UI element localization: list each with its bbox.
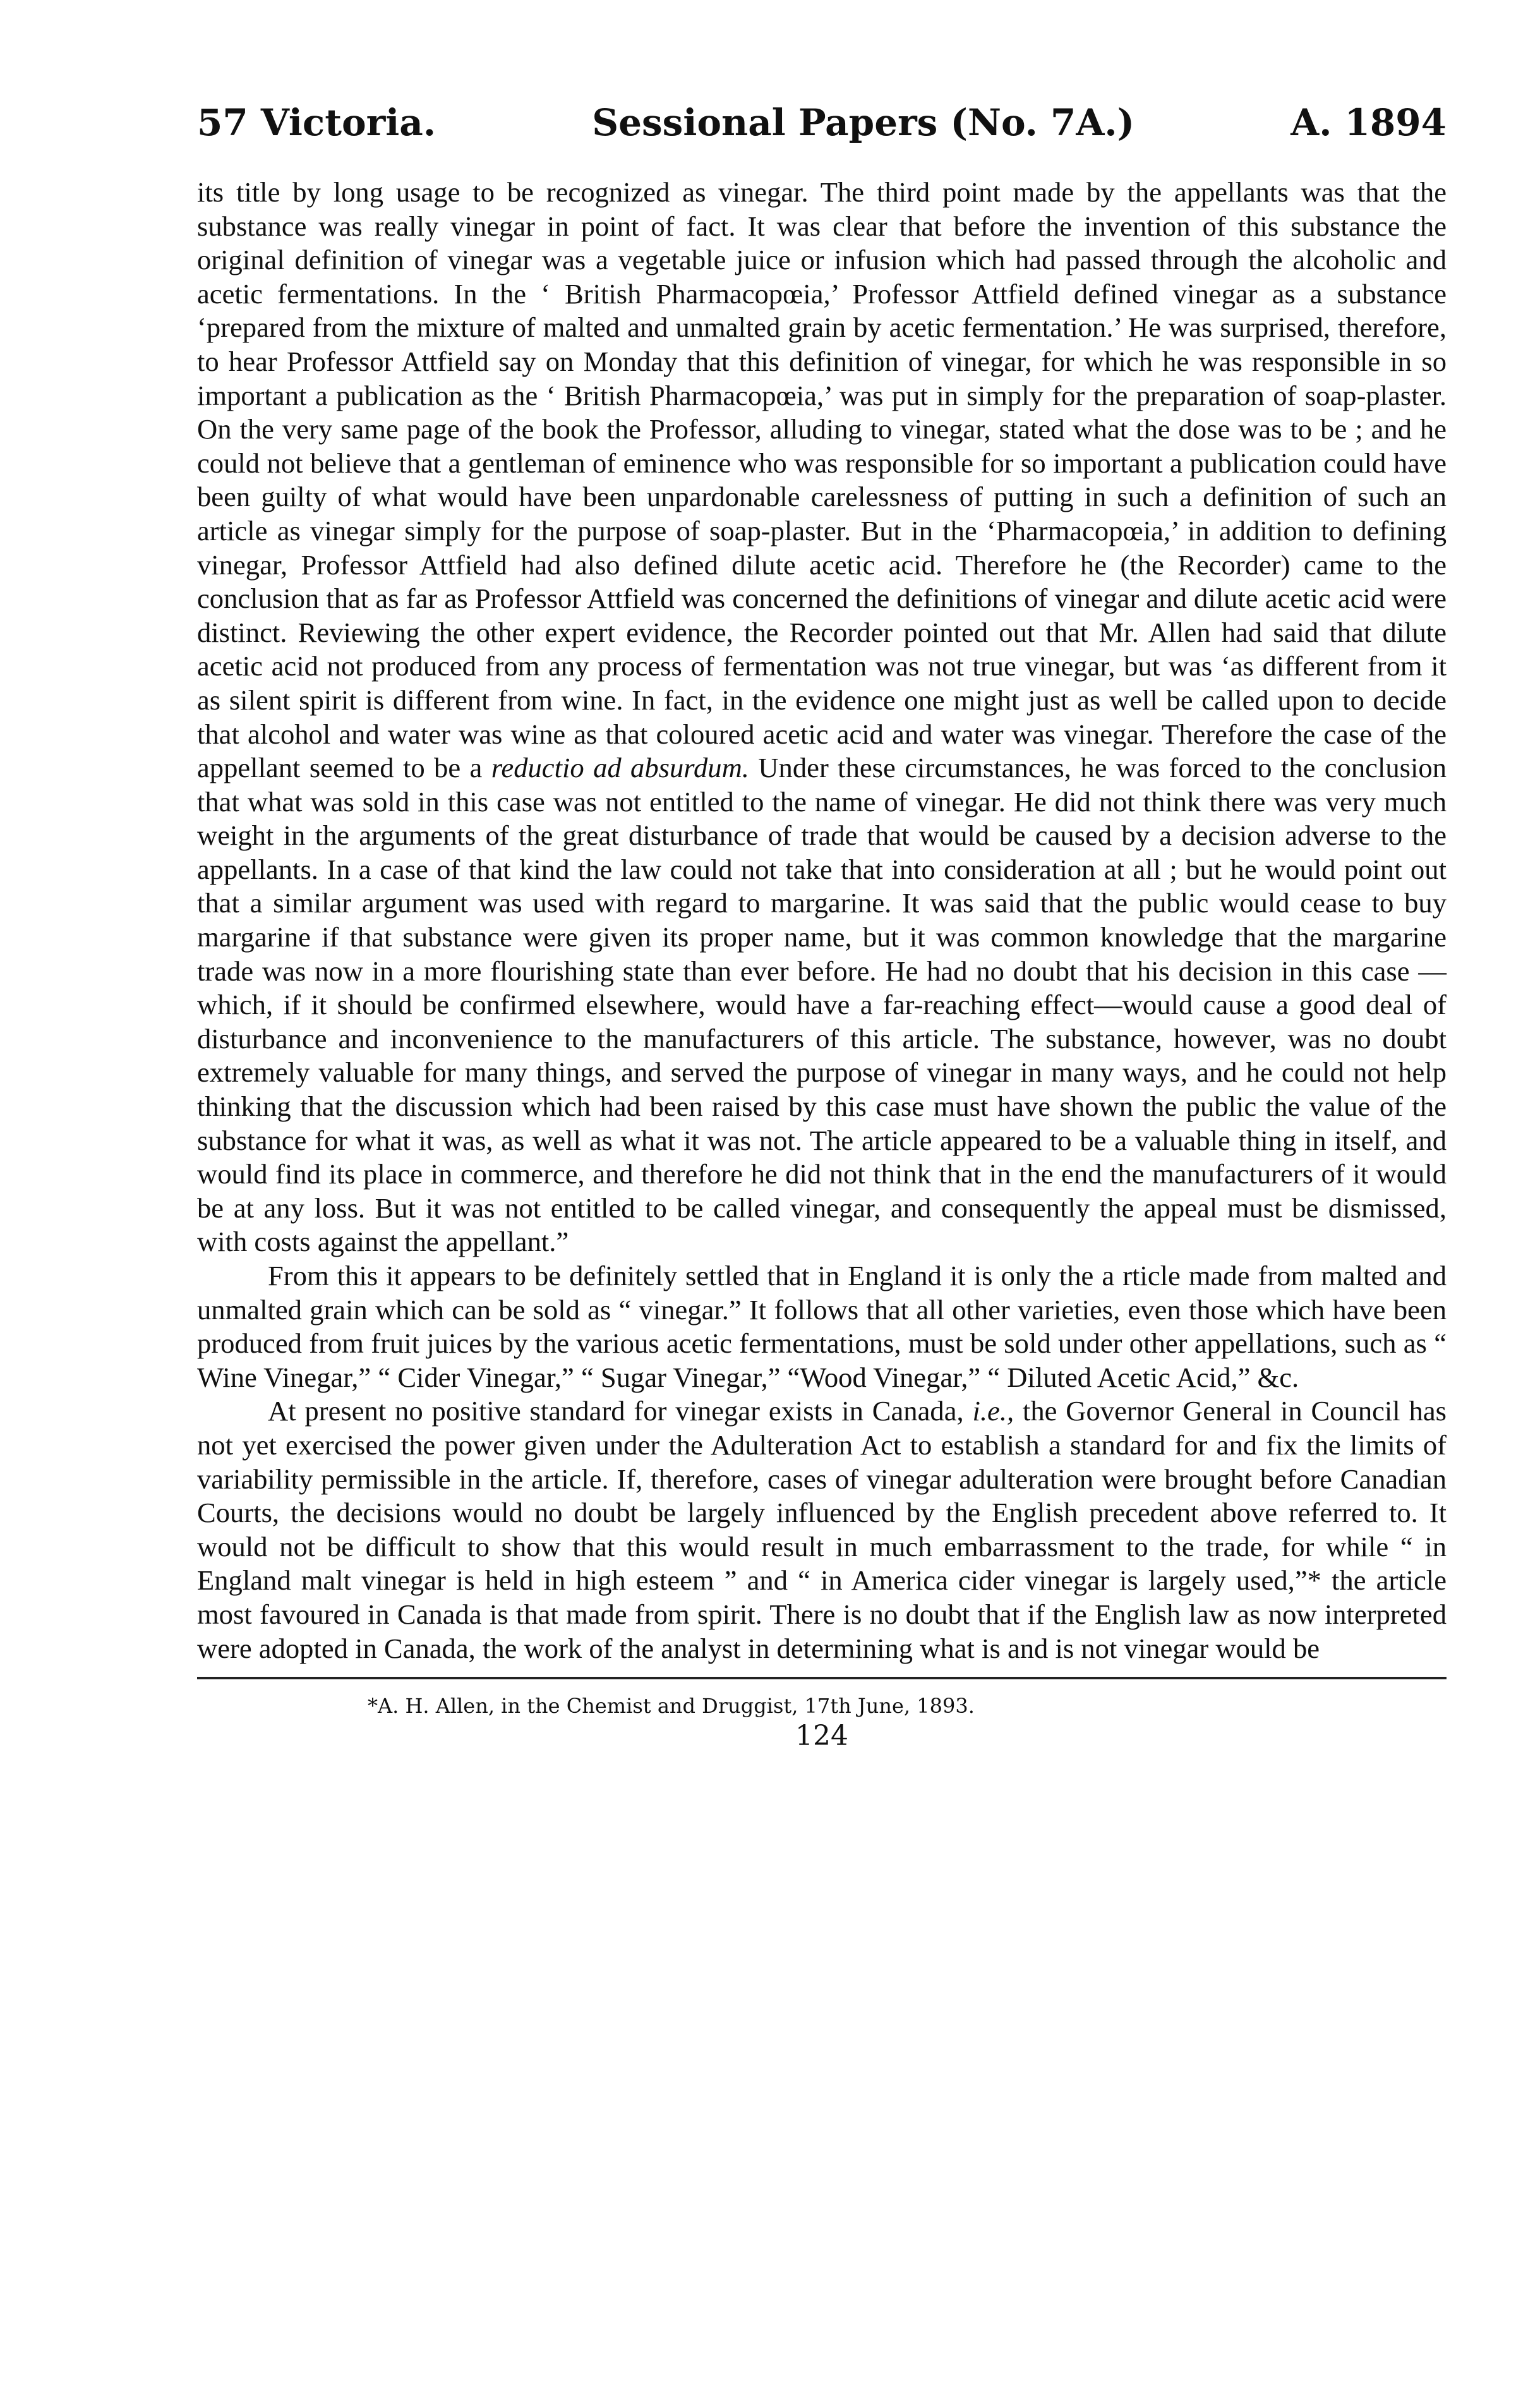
paragraph-text-after: the Governor General in Council has not yet exercised the power given under the Adulteration Act to establish a standard for and fix the limits of variability permissible in the article. If, therefore, cases of vinegar adulteration were brought before Canadian Courts, the decisions would no doubt be largely influenced by the English precedent above referred to. It would not be difficult to show that this would result in much embarrassment to the trade, for while “ in England malt vinegar is held in high esteem ” and “ in America cider vinegar is largely used,”* the article most favoured in Canada is that made from spirit. There is no doubt that if the English law as now interpreted were adopted in Canada, the work of the analyst in determining what is and is not vinegar would be: [197, 1395, 1447, 1664]
paragraph-text: From this it appears to be definitely settled that in England it is only the a rticle made from malted and unmalted grain which can be sold as “ vinegar.” It follows that all other varieties, even those which have been produced from fruit juices by the various acetic fermentations, must be sold under other appellations, such as “ Wine Vinegar,” “ Cider Vinegar,” “ Sugar Vinegar,” “Wood Vinegar,” “ Diluted Acetic Acid,” &c.: [197, 1260, 1447, 1393]
paragraph-1: [197, 176, 1447, 1259]
header-series: Sessional Papers (No. 7A.): [592, 101, 1135, 144]
paragraph-2: [197, 1259, 1447, 1394]
paragraph-3: [197, 1394, 1447, 1665]
header-volume: 57 Victoria.: [197, 101, 436, 144]
footnote-divider: [197, 1677, 1447, 1679]
paragraph-italic: i.e.,: [972, 1395, 1014, 1427]
page-number: 124: [795, 1720, 848, 1753]
paragraph-text: its title by long usage to be recognized as vinegar. The third point made by the appellants was that the substance was really vinegar in point of fact. It was clear that before the invention of this substance the original definition of vinegar was a vegetable juice or infusion which had passed through the alcoholic and acetic fermentations. In the ‘ British Pharmacopœia,’ Professor Attfield defined vinegar as a substance ‘prepared from the mixture of malted and unmalted grain by acetic fermentation.’ He was surprised, therefore, to hear Professor Attfield say on Monday that this definition of vinegar, for which he was responsible in so important a publication as the ‘ British Pharmacopœia,’ was put in simply for the preparation of soap-plaster. On the very same page of the book the Professor, alluding to vinegar, stated what the dose was to be ; and he could not believe that a gentleman of eminence who was responsible for so important a publication could have been guilty of what would have been unpardonable carelessness of putting in such a definition of such an article as vinegar simply for the purpose of soap-plaster. But in the ‘Pharmacopœia,’ in addition to defining vinegar, Professor Attfield had also defined dilute acetic acid. Therefore he (the Recorder) came to the conclusion that as far as Professor Attfield was concerned the definitions of vinegar and dilute acetic acid were distinct. Reviewing the other expert evidence, the Recorder pointed out that Mr. Allen had said that dilute acetic acid not produced from any process of fermentation was not true vinegar, but was ‘as different from it as silent spirit is different from wine. In fact, in the evidence one might just as well be called upon to decide that alcohol and water was wine as that coloured acetic acid and water was vinegar. Therefore the case of the appellant seemed to be a: [197, 176, 1447, 784]
paragraph-text: At present no positive standard for vinegar exists in Canada,: [268, 1395, 964, 1427]
document-page: [197, 101, 1447, 1752]
paragraph-italic: reductio ad absurdum.: [491, 752, 749, 784]
paragraph-text-after: Under these circumstances, he was forced to the conclusion that what was sold in this case was not entitled to the name of vinegar. He did not think there was very much weight in the arguments of the great disturbance of trade that would be caused by a decision adverse to the appellants. In a case of that kind the law could not take that into consideration at all ; but he would point out that a similar argument was used with regard to margarine. It was said that the public would cease to buy margarine if that substance were given its proper name, but it was common knowledge that the margarine trade was now in a more flourishing state than ever before. He had no doubt that his decision in this case —which, if it should be confirmed elsewhere, would have a far-reaching effect—would cause a good deal of disturbance and inconvenience to the manufacturers of this article. The substance, however, was no doubt extremely valuable for many things, and served the purpose of vinegar in many ways, and he could not help thinking that the discussion which had been raised by this case must have shown the public the value of the substance for what it was, as well as what it was not. The article appeared to be a valuable thing in itself, and would find its place in commerce, and therefore he did not think that in the end the manufacturers of it would be at any loss. But it was not entitled to be called vinegar, and consequently the appeal must be dismissed, with costs against the appellant.”: [197, 752, 1447, 1258]
footnote: *A. H. Allen, in the Chemist and Druggist, 17th June, 1893.: [368, 1694, 975, 1718]
header-year: A. 1894: [1290, 101, 1447, 144]
body-text: [197, 176, 1447, 1665]
running-header: [197, 101, 1447, 144]
